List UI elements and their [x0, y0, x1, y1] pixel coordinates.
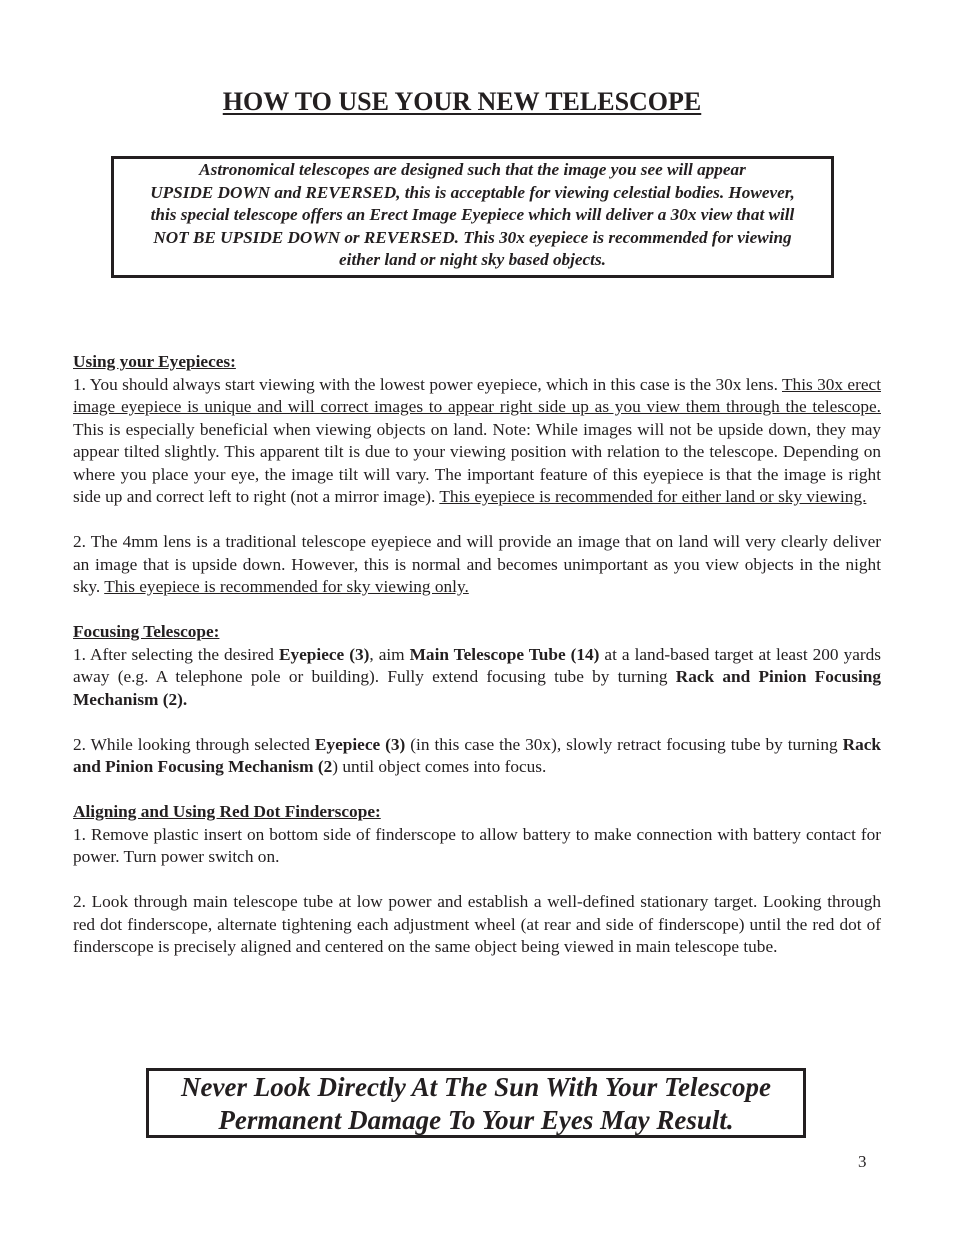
focusing-paragraph-1 — [73, 644, 881, 712]
text-run: at a land-based target at least 200 yards away (e.g. A telephone pole or building). Fully extend focusing tube by turning — [73, 644, 881, 686]
underlined-text: This 30x erect image eyepiece is unique and will correct images to appear right side up as you view them through the telescope. — [73, 374, 881, 416]
warning-line: Permanent Damage To Your Eyes May Result. — [218, 1105, 734, 1135]
instructions-body — [73, 351, 881, 959]
bold-text: Eyepiece (3) — [278, 644, 370, 664]
underlined-text: This eyepiece is recommended for sky viewing only. — [104, 577, 469, 596]
text-run: ) until object comes into focus. — [332, 757, 547, 776]
text-run: 2. The 4mm lens is a traditional telescope eyepiece and will provide an image that on land will very clearly deliver an image that is upside down. However, this is normal and becomes unimportant as you view objects in the night sky. — [73, 532, 881, 596]
notice-line: either land or night sky based objects. — [339, 250, 606, 269]
finderscope-paragraph-2: 2. Look through main telescope tube at low power and establish a well-defined stationary target. Looking through red dot finderscope, alternate tightening each adjustment wheel (at rear and side of finderscope) until the red dot of finderscope is precisely aligned and centered on the same object being viewed in main telescope tube. — [73, 892, 881, 956]
bold-text: Main Telescope Tube (14) — [409, 644, 600, 664]
finderscope-heading: Aligning and Using Red Dot Finderscope: — [73, 802, 381, 821]
text-run: 2. While looking through selected — [73, 734, 315, 754]
bold-text: Rack and Pinion Focusing Mechanism (2). — [73, 667, 881, 709]
page-title: HOW TO USE YOUR NEW TELESCOPE — [222, 87, 702, 116]
notice-line: UPSIDE DOWN and REVERSED, this is acceptable for viewing celestial bodies. However, — [150, 182, 795, 202]
page-number: 3 — [858, 1152, 867, 1171]
erect-image-notice-box — [111, 156, 834, 278]
focusing-paragraph-2 — [73, 734, 881, 779]
bold-text: Rack and Pinion Focusing Mechanism (2 — [73, 734, 881, 776]
warning-line: Never Look Directly At The Sun With Your Telescope — [181, 1072, 771, 1102]
focusing-heading: Focusing Telescope: — [73, 622, 220, 641]
bold-text: Eyepiece (3) — [314, 734, 406, 754]
text-run: , aim — [369, 644, 410, 664]
notice-line: this special telescope offers an Erect Image Eyepiece which will deliver a 30x view that will — [150, 205, 795, 224]
notice-line: NOT BE UPSIDE DOWN or REVERSED. This 30x eyepiece is recommended for viewing — [153, 227, 792, 247]
text-run: This is especially beneficial when viewing objects on land. Note: While images will not be upside down, they may appear tilted slightly. This apparent tilt is due to your viewing position with relation to the telescope. Depending on where you place your eye, the image tilt will vary. The important feature of this eyepiece is that the image is right side up and correct left to right (not a mirror image). — [73, 419, 881, 506]
eyepieces-paragraph-1 — [73, 374, 881, 509]
sun-warning-box — [146, 1068, 806, 1138]
eyepieces-heading: Using your Eyepieces: — [73, 352, 236, 371]
text-run: 1. After selecting the desired — [73, 644, 279, 664]
underlined-text: This eyepiece is recommended for either land or sky viewing. — [439, 487, 867, 506]
text-run: 1. You should always start viewing with the lowest power eyepiece, which in this case is the 30x lens. — [73, 374, 782, 394]
text-run: (in this case the 30x), slowly retract focusing tube by turning — [405, 734, 843, 754]
finderscope-paragraph-1: 1. Remove plastic insert on bottom side of finderscope to allow battery to make connection with battery contact for power. Turn power switch on. — [73, 824, 881, 866]
notice-line: Astronomical telescopes are designed such that the image you see will appear — [199, 160, 746, 179]
eyepieces-paragraph-2 — [73, 531, 881, 599]
